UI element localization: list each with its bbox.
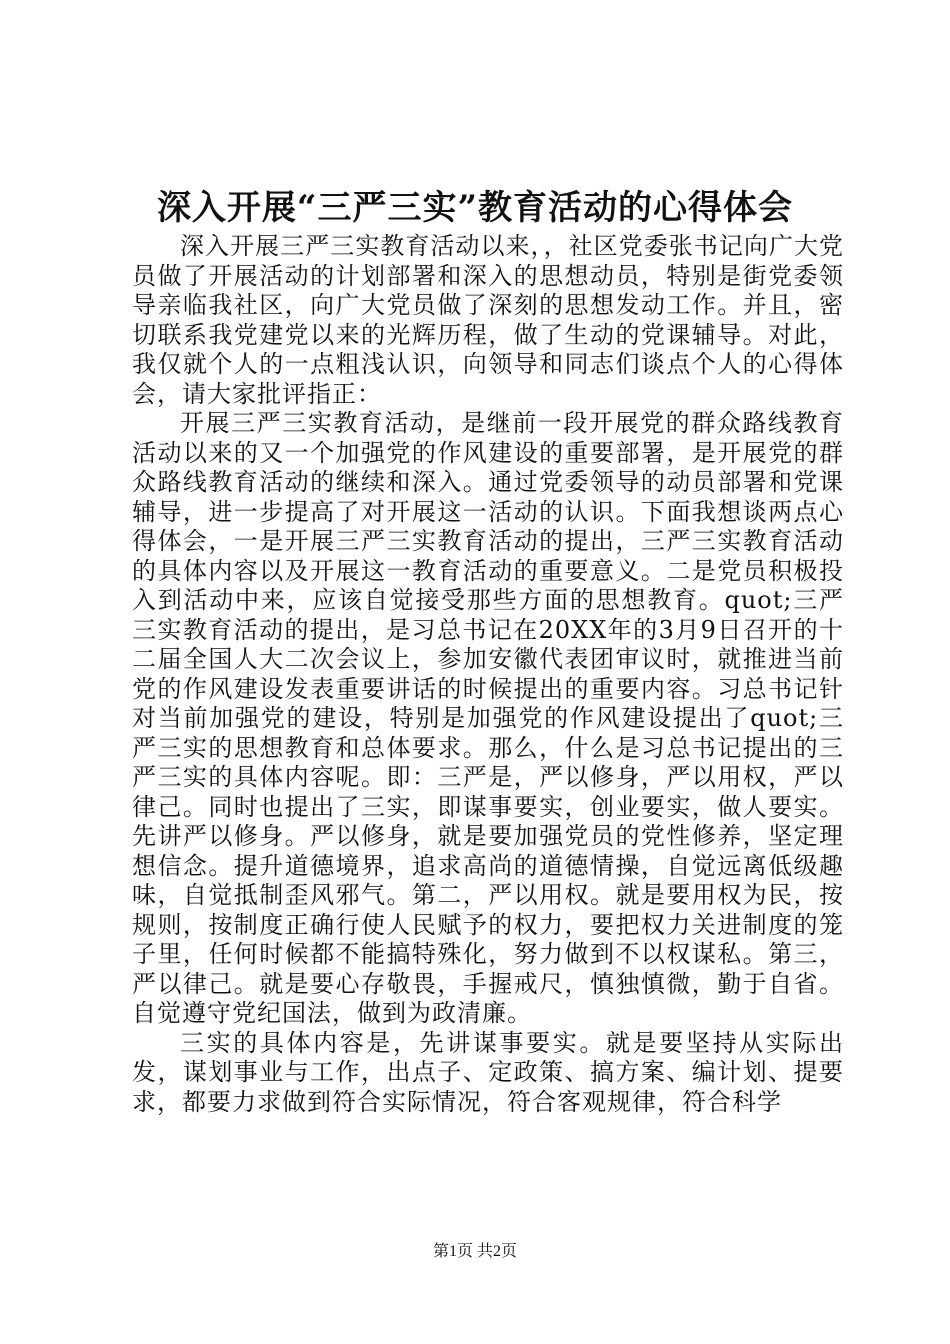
page-number-footer: 第1页 共2页 (432, 1243, 517, 1260)
paragraph-3: 三实的具体内容是，先讲谋事要实。就是要坚持从实际出发，谋划事业与工作，出点子、定政策、搞方案、编计划、提要求，都要力求做到符合实际情况，符合客观规律，符合科学 (132, 1028, 844, 1116)
paragraph-2: 开展三严三实教育活动，是继前一段开展党的群众路线教育活动以来的又一个加强党的作风建设的重要部署，是开展党的群众路线教育活动的继续和深入。通过党委领导的动员部署和党课辅导，进一步提高了对开展这一活动的认识。下面我想谈两点心得体会，一是开展三严三实教育活动的提出，三严三实教育活动的具体内容以及开展这一教育活动的重要意义。二是党员积极投入到活动中来，应该自觉接受那些方面的思想教育。quot;三严三实教育活动的提出，是习总书记在20XX年的3月9日召开的十二届全国人大二次会议上，参加安徽代表团审议时，就推进当前党的作风建设发表重要讲话的时候提出的重要内容。习总书记针对当前加强党的建设，特别是加强党的作风建设提出了quot;三严三实的思想教育和总体要求。那么，什么是习总书记提出的三严三实的具体内容呢。即：三严是，严以修身，严以用权，严以律己。同时也提出了三实，即谋事要实，创业要实，做人要实。先讲严以修身。严以修身，就是要加强党员的党性修养，坚定理想信念。提升道德境界，追求高尚的道德情操，自觉远离低级趣味，自觉抵制歪风邪气。第二，严以用权。就是要用权为民，按规则，按制度正确行使人民赋予的权力，要把权力关进制度的笼子里，任何时候都不能搞特殊化，努力做到不以权谋私。第三，严以律己。就是要心存敬畏，手握戒尺，慎独慎微，勤于自省。自觉遵守党纪国法，做到为政清廉。 (132, 409, 844, 1027)
document-title: 深入开展“三严三实”教育活动的心得体会 (156, 188, 794, 228)
document-body (132, 232, 844, 1117)
paragraph-1: 深入开展三严三实教育活动以来，，社区党委张书记向广大党员做了开展活动的计划部署和深入的思想动员，特别是街党委领导亲临我社区，向广大党员做了深刻的思想发动工作。并且，密切联系我党建党以来的光辉历程，做了生动的党课辅导。对此，我仅就个人的一点粗浅认识，向领导和同志们谈点个人的心得体会，请大家批评指正： (132, 232, 844, 408)
